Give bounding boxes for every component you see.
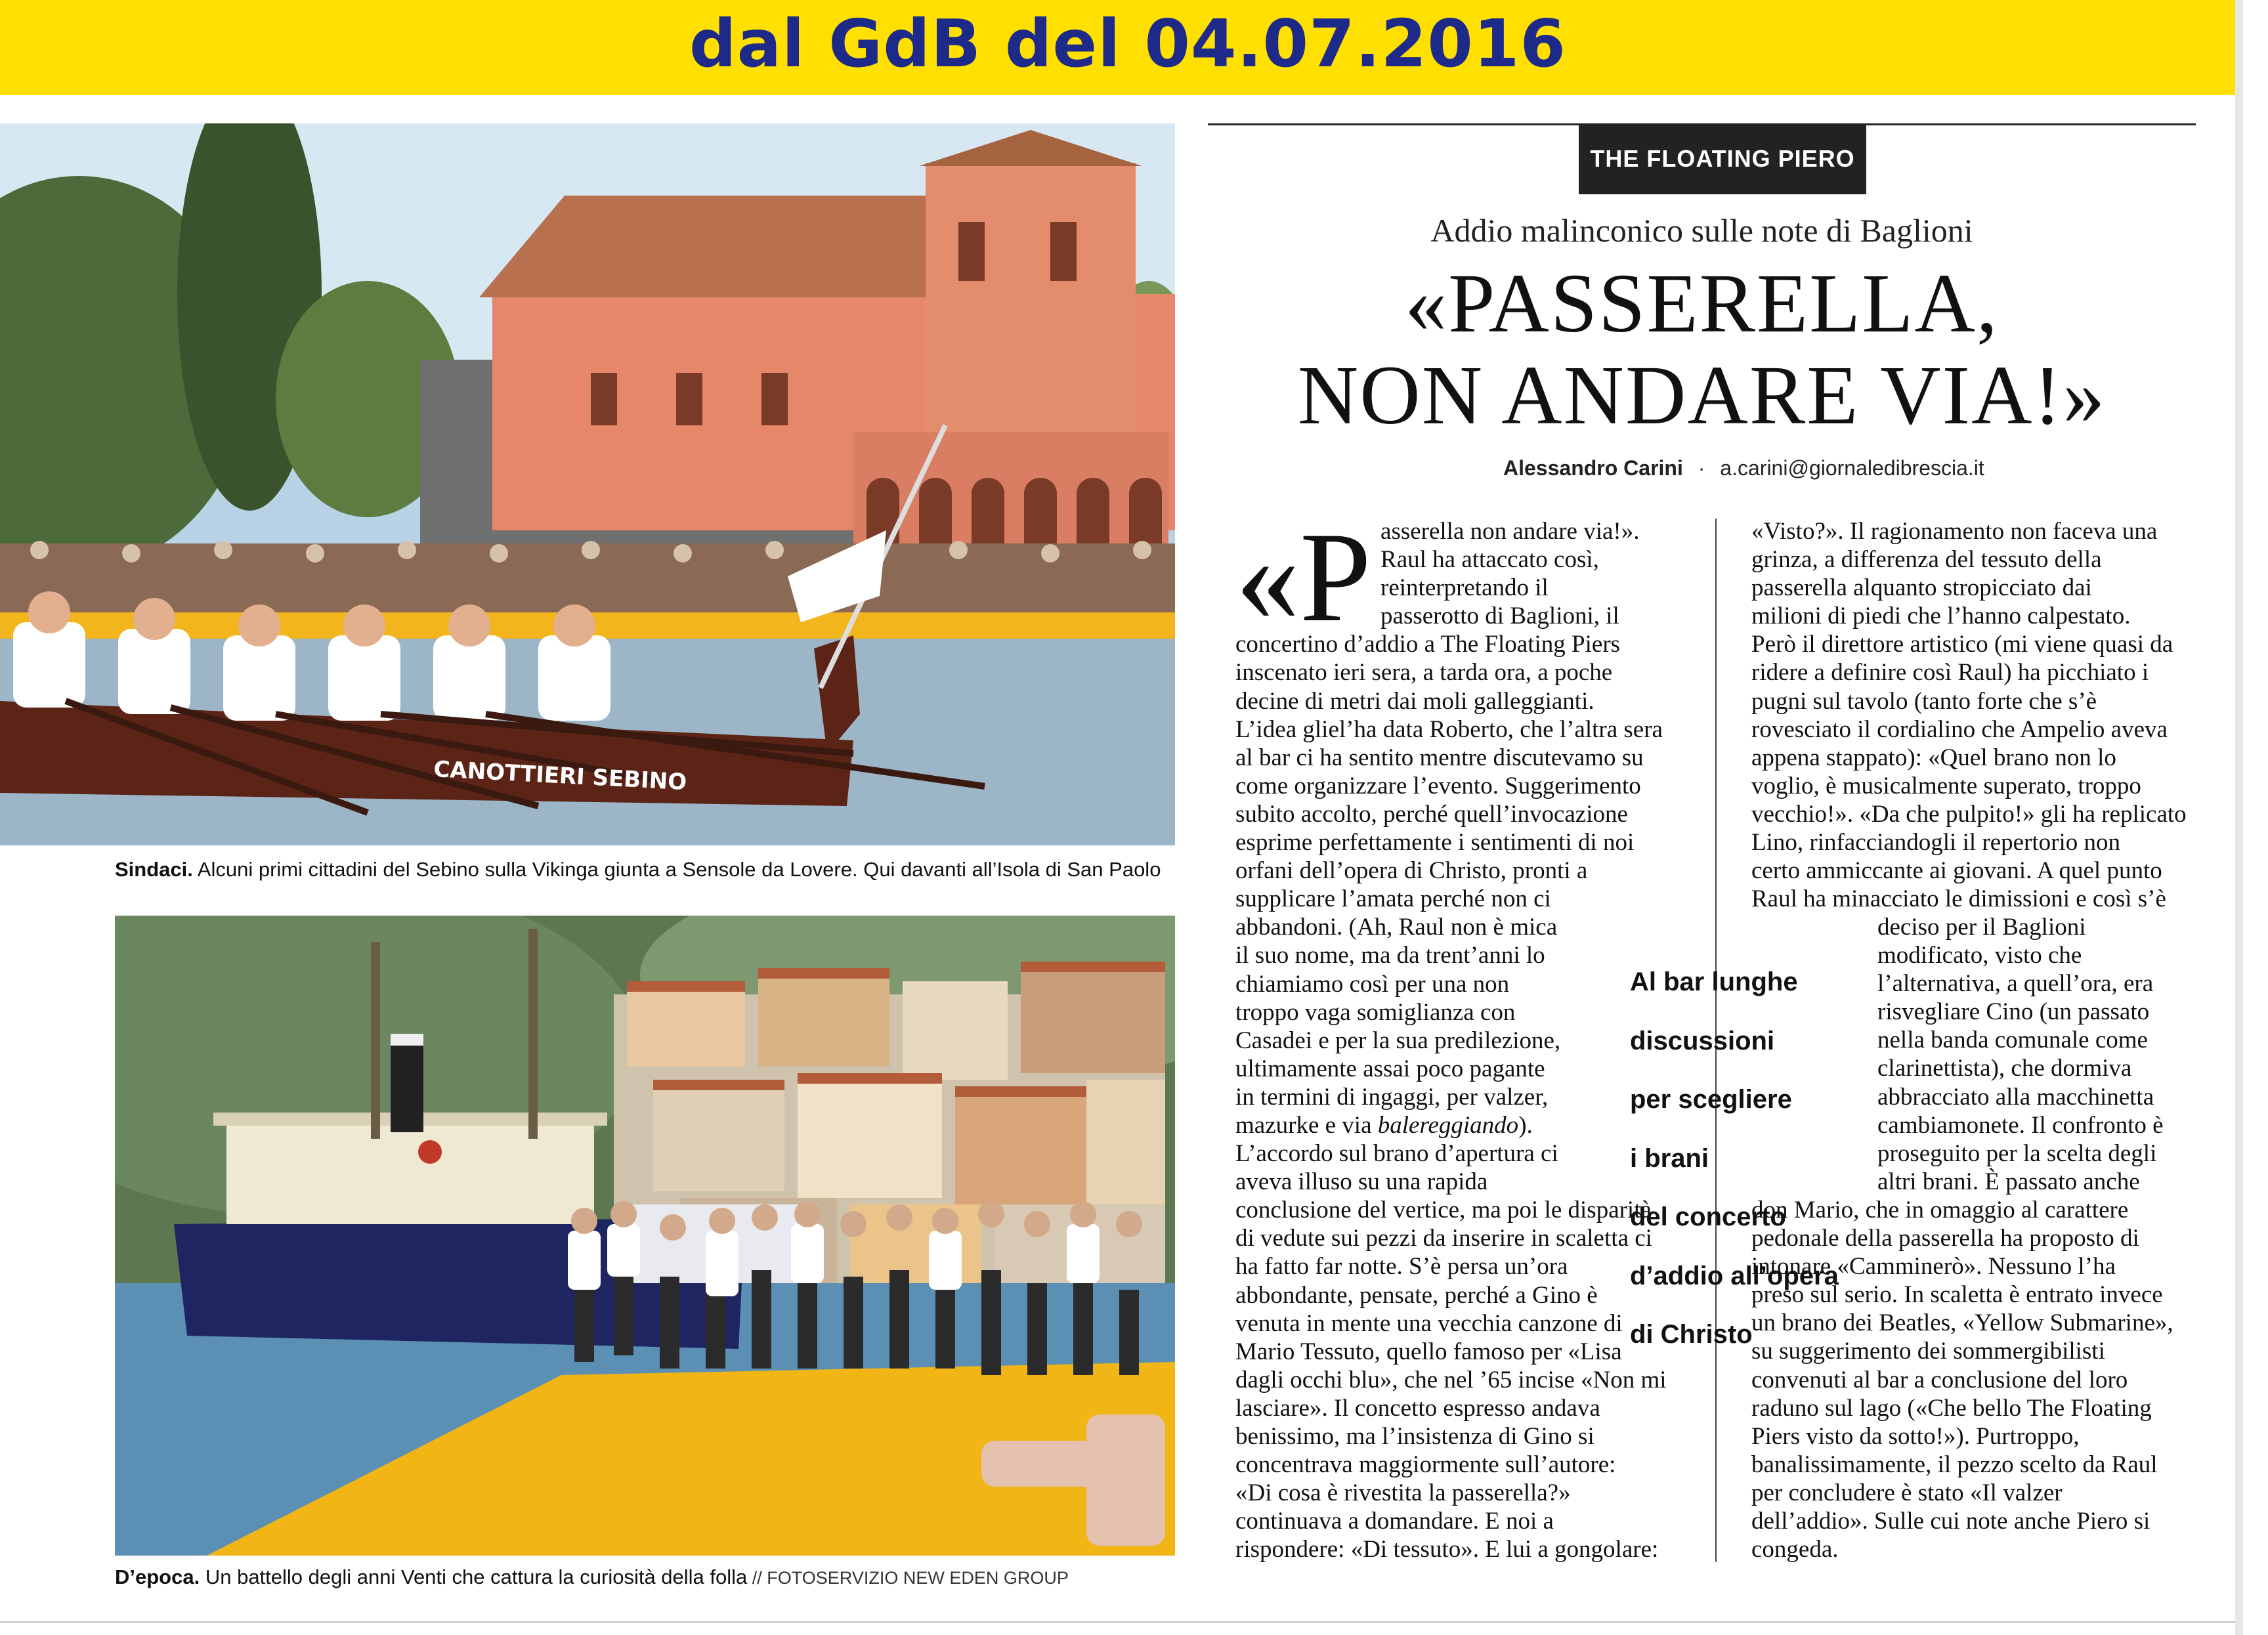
article-line: risvegliare Cino (un passato (1877, 998, 2150, 1026)
article-line: concentrava maggiormente sull’autore: (1235, 1451, 1616, 1479)
rowing-boat-villa-photo-icon (0, 123, 1175, 845)
article-line: troppo vaga somiglianza con (1235, 998, 1516, 1026)
article-line: nella banda comunale come (1877, 1027, 2148, 1054)
article-line: Piers visto da sotto!»). Purtroppo, (1751, 1422, 2080, 1450)
article-line: milioni di piedi che l’hanno calpestato. (1751, 603, 2131, 630)
steamboat-pier-photo-icon (115, 916, 1175, 1556)
article-line: su suggerimento dei sommergibilisti (1751, 1338, 2105, 1365)
article-line: L’accordo sul brano d’apertura ci (1235, 1140, 1558, 1168)
article-line: convenuti al bar a conclusione del loro (1751, 1366, 2128, 1393)
section-kicker: THE FLOATING PIERO (1579, 123, 1866, 194)
author-email: a.carini@giornaledibrescia.it (1720, 456, 1984, 480)
photo1-caption (115, 858, 1161, 881)
boat-name: CANOTTIERI SEBINO (433, 756, 688, 796)
photo2-caption (115, 1565, 1069, 1589)
caption1-text: Alcuni primi cittadini del Sebino sulla Vikinga giunta a Sensole da Lovere. Qui davanti all’Isola di San Paolo (192, 858, 1161, 881)
article-line: benissimo, ma l’insistenza di Gino si (1235, 1423, 1594, 1450)
article-line: rovesciato il cordialino che Ampelio aveva (1751, 715, 2168, 743)
article-line: abbandoni. (Ah, Raul non è mica (1235, 914, 1558, 941)
article-line: rispondere: «Di tessuto». E lui a gongolare: (1235, 1536, 1659, 1563)
article-line: altri brani. È passato anche (1877, 1168, 2140, 1195)
article-line: orfani dell’opera di Christo, pronti a (1235, 857, 1588, 885)
pull-quote-line: del concerto (1630, 1202, 1786, 1231)
caption2-lead: D’epoca. (115, 1565, 200, 1588)
article-line: intonare «Camminerò». Nessuno l’ha (1751, 1253, 2116, 1281)
article-line: lasciare». Il concetto espresso andava (1235, 1394, 1600, 1422)
byline (1503, 456, 1984, 480)
drop-cap: «P (1235, 506, 1372, 648)
article-line: pugni sul tavolo (tanto forte che s’è (1751, 687, 2097, 715)
pull-quote-line: di Christo (1630, 1320, 1753, 1349)
article-line: deciso per il Baglioni (1877, 914, 2086, 941)
headline-line-2: NON ANDARE VIA!» (1297, 349, 2107, 442)
article-line: asserella non andare via!». (1380, 518, 1640, 545)
article-line: cambiamonete. Il confronto è (1877, 1111, 2164, 1139)
article-line: ha fatto far notte. S’è persa un’ora (1235, 1253, 1568, 1281)
article-line: il suo nome, ma da trent’anni lo (1235, 942, 1545, 969)
article-line: modificato, visto che (1877, 942, 2082, 969)
article-line: don Mario, che in omaggio al carattere (1751, 1197, 2129, 1223)
article-column-4 (1751, 1196, 2211, 1563)
pull-quote-line: per scegliere (1630, 1085, 1792, 1114)
article-line: banalissimamente, il pezzo scelto da Raul (1751, 1451, 2158, 1478)
article-line: Raul ha attaccato così, (1380, 546, 1599, 574)
pull-quote-line: Al bar lunghe (1630, 967, 1798, 996)
article-column-2 (1751, 517, 2211, 913)
article-line: appena stappato): «Quel brano non lo (1751, 744, 2116, 771)
article-line: subito accolto, perché quell’invocazione (1235, 800, 1628, 828)
article-line: concertino d’addio a The Floating Piers (1235, 631, 1621, 658)
article-line: proseguito per la scelta degli (1877, 1139, 2157, 1167)
article-line: dagli occhi blu», che nel ’65 incise «Non mi (1235, 1366, 1667, 1393)
article-line: aveva illuso su una rapida (1235, 1168, 1488, 1196)
article-column-3 (1877, 913, 2219, 1196)
article-line: inscenato ieri sera, a tarda ora, a poche (1235, 659, 1613, 687)
article-line: ridere a definire così Raul) ha picchiato i (1751, 659, 2149, 687)
article-line: Però il direttore artistico (mi viene quasi da (1751, 631, 2173, 658)
article-column-1 (1235, 506, 1695, 1563)
headline-line-1: «PASSERELLA, (1405, 257, 1999, 350)
article-line: voglio, è musicalmente superato, troppo (1751, 772, 2141, 799)
article-line: «Di cosa è rivestita la passerella?» (1235, 1479, 1571, 1507)
caption2-text: Un battello degli anni Venti che cattura la curiosità della folla (200, 1565, 748, 1588)
article-line: L’idea gliel’ha data Roberto, che l’altra sera (1235, 715, 1663, 743)
article-line: raduno sul lago («Che bello The Floating (1751, 1394, 2152, 1422)
column-1-text (1235, 506, 1695, 1563)
article-line: esprime perfettamente i sentimenti di noi (1235, 829, 1635, 857)
article-line: Mario Tessuto, quello famoso per «Lisa (1235, 1338, 1622, 1365)
byline-separator: · (1698, 456, 1705, 480)
pull-quote-line: discussioni (1630, 1026, 1775, 1055)
article-line: di vedute sui pezzi da inserire in scaletta ci (1235, 1225, 1652, 1252)
header-banner (0, 0, 2235, 95)
page-edge (2235, 0, 2243, 1635)
column-2-text (1751, 517, 2211, 913)
article-subtitle: Addio malinconico sulle note di Baglioni (1430, 212, 1973, 249)
article-line: per concludere è stato «Il valzer (1751, 1479, 2063, 1506)
article-line: passerotto di Baglioni, il (1380, 603, 1619, 630)
article-line: vecchio!». «Da che pulpito!» gli ha replicato (1751, 800, 2187, 828)
photo-credit: // FOTOSERVIZIO NEW EDEN GROUP (747, 1568, 1069, 1588)
article-line: chiamiamo così per una non (1235, 970, 1510, 998)
article-headline (1208, 257, 2196, 441)
article-line: l’alternativa, a quell’ora, era (1877, 970, 2154, 998)
photo-rowing-boat (0, 123, 1175, 845)
column-3-text (1877, 913, 2219, 1196)
article-line: clarinettista), che dormiva (1877, 1055, 2132, 1082)
photo-steamboat (115, 916, 1175, 1556)
article-line: grinza, a differenza del tessuto della (1751, 546, 2102, 574)
article-line: ultimamente assai poco pagante (1235, 1055, 1545, 1082)
author-name: Alessandro Carini (1503, 456, 1683, 480)
article-line: decine di metri dai moli galleggianti. (1235, 687, 1594, 715)
article-line: passerella alquanto stropicciato dai (1751, 574, 2092, 602)
column-4-text (1751, 1196, 2211, 1563)
pull-quote-line: i brani (1630, 1143, 1709, 1173)
banner-title: dal GdB del 04.07.2016 (689, 5, 1566, 82)
article-line: un brano dei Beatles, «Yellow Submarine», (1751, 1309, 2173, 1337)
article-line: pedonale della passerella ha proposto di (1751, 1225, 2139, 1252)
article-line: continuava a domandare. E noi a (1235, 1508, 1554, 1535)
article-line: Casadei e per la sua predilezione, (1235, 1027, 1561, 1054)
article-line: dell’addio». Sulle cui note anche Piero si (1751, 1508, 2150, 1535)
article-line: venuta in mente una vecchia canzone di (1235, 1309, 1623, 1337)
article-line: supplicare l’amata perché non ci (1235, 885, 1551, 913)
article-line: mazurke e via balereggiando). (1235, 1111, 1533, 1139)
article-line: reinterpretando il (1380, 574, 1549, 602)
bottom-rule (0, 1621, 2235, 1623)
article-line: Raul ha minacciato le dimissioni e così s’è (1751, 885, 2166, 913)
article-line: come organizzare l’evento. Suggerimento (1235, 772, 1641, 799)
article-line: congeda. (1751, 1536, 1839, 1563)
pull-quote-line: d’addio all’opera (1630, 1261, 1839, 1290)
article-line: abbondante, pensate, perché a Gino è (1235, 1281, 1598, 1309)
article-line: abbracciato alla macchinetta (1877, 1083, 2154, 1111)
article-line: preso sul serio. In scaletta è entrato invece (1751, 1281, 2163, 1309)
article-line: in termini di ingaggi, per valzer, (1235, 1083, 1549, 1111)
caption1-lead: Sindaci. (115, 858, 193, 881)
article-line: «Visto?». Il ragionamento non faceva una (1751, 518, 2158, 545)
article-line: Lino, rinfacciandogli il repertorio non (1751, 829, 2121, 857)
article-line: certo ammiccante ai giovani. A quel punto (1751, 857, 2162, 885)
article-line: conclusione del vertice, ma poi le disparità (1235, 1197, 1652, 1224)
article-line: al bar ci ha sentito mentre discutevamo su (1235, 744, 1644, 771)
